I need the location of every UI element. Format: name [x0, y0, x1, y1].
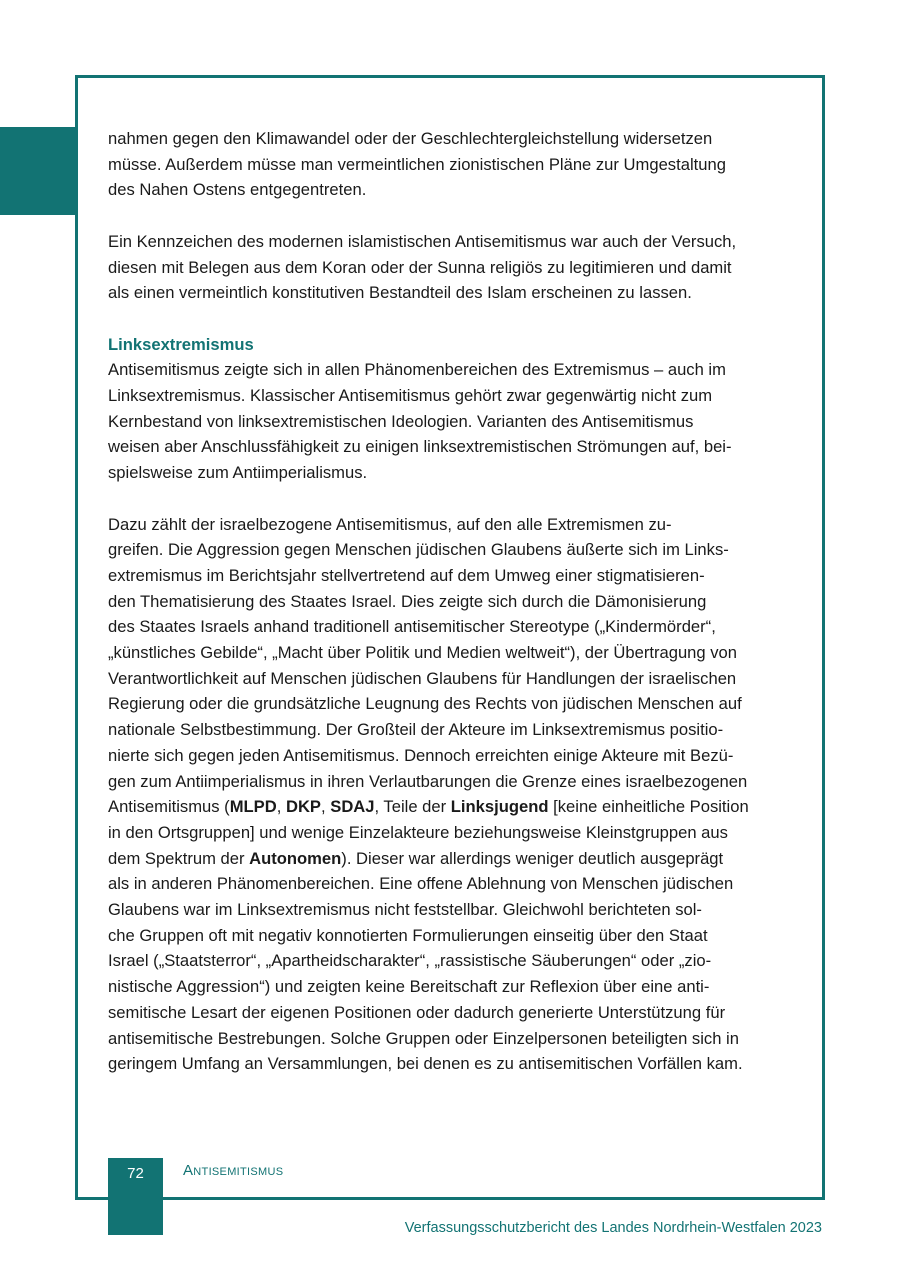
- running-section-title: Antisemitismus: [183, 1162, 284, 1179]
- section-heading: Linksextremismus: [108, 334, 254, 354]
- text-line: den Thematisierung des Staates Israel. Dies zeigte sich durch die Dämonisierung: [108, 591, 707, 611]
- text-line: nationale Selbstbestimmung. Der Großteil der Akteure im Linksextremismus positio-: [108, 720, 724, 740]
- text-line: Dazu zählt der israelbezogene Antisemitismus, auf den alle Extremismen zu-: [108, 514, 672, 534]
- text-line: Verantwortlichkeit auf Menschen jüdischen Glaubens für Handlungen der israelischen: [108, 668, 737, 688]
- text-line-autonomen: dem Spektrum der Autonomen). Dieser war allerdings weniger deutlich ausgeprägt: [108, 848, 724, 868]
- text-line: che Gruppen oft mit negativ konnotierten Formulierungen einseitig über den Staat: [108, 925, 708, 945]
- text-line: nahmen gegen den Klimawandel oder der Geschlechtergleichstellung widersetzen: [108, 129, 713, 148]
- org-dkp: DKP: [285, 797, 322, 817]
- text-line: des Nahen Ostens entgegentreten.: [108, 180, 367, 200]
- text-line: gen zum Antiimperialismus in ihren Verlautbarungen die Grenze eines israelbezogenen: [108, 771, 748, 791]
- text-line: Ein Kennzeichen des modernen islamistischen Antisemitismus war auch der Versuch,: [108, 231, 737, 251]
- text-line: Glaubens war im Linksextremismus nicht feststellbar. Gleichwohl berichteten sol-: [108, 900, 702, 920]
- side-tab-marker: [0, 127, 75, 215]
- group-autonomen: Autonomen: [249, 848, 342, 868]
- body-text: [108, 126, 798, 1103]
- text-line: nierte sich gegen jeden Antisemitismus. Dennoch erreichten einige Akteure mit Bezü-: [108, 745, 734, 765]
- section-linksextremismus: [108, 332, 798, 486]
- page-number-box: [108, 1158, 163, 1235]
- org-sdaj: SDAJ: [330, 797, 375, 817]
- text-line: extremismus im Berichtsjahr stellvertretend auf dem Umweg einer stigmatisieren-: [108, 565, 705, 585]
- text-line: in den Ortsgruppen] und wenige Einzelakteure beziehungsweise Kleinstgruppen aus: [108, 822, 728, 842]
- text-line: Kernbestand von linksextremistischen Ideologien. Varianten des Antisemitismus: [108, 411, 694, 431]
- text-line: als in anderen Phänomenbereichen. Eine offene Ablehnung von Menschen jüdischen: [108, 874, 734, 894]
- text-line: Regierung oder die grundsätzliche Leugnung des Rechts von jüdischen Menschen auf: [108, 694, 742, 714]
- paragraph-intro: [108, 126, 798, 203]
- text-line: „künstliches Gebilde“, „Macht über Politik und Medien weltweit“), der Übertragung von: [108, 643, 738, 663]
- text-line: des Staates Israels anhand traditionell antisemitischer Stereotype („Kindermörder“,: [108, 617, 716, 637]
- text-line: Antisemitismus zeigte sich in allen Phänomenbereichen des Extremismus – auch im: [108, 360, 726, 380]
- org-linksjugend: Linksjugend: [450, 797, 549, 817]
- text-line-organisations: Antisemitismus (MLPD, DKP, SDAJ, Teile der Linksjugend [keine einheitliche Position: [108, 797, 749, 817]
- text-line: Linksextremismus. Klassischer Antisemitismus gehört zwar gegenwärtig nicht zum: [108, 386, 713, 405]
- text-line: semitische Lesart der eigenen Positionen oder dadurch generierte Unterstützung für: [108, 1002, 726, 1022]
- org-mlpd: MLPD: [229, 797, 277, 817]
- text-line: greifen. Die Aggression gegen Menschen jüdischen Glaubens äußerte sich im Links-: [108, 540, 729, 560]
- text-line: geringem Umfang an Versammlungen, bei denen es zu antisemitischen Vorfällen kam.: [108, 1054, 743, 1074]
- text-line: Israel („Staatsterror“, „Apartheidscharakter“, „rassistische Säuberungen“ oder „zio-: [108, 951, 712, 971]
- text-line: nistische Aggression“) und zeigten keine Bereitschaft zur Reflexion über eine anti-: [108, 977, 710, 997]
- text-line: müsse. Außerdem müsse man vermeintlichen zionistischen Pläne zur Umgestaltung: [108, 154, 726, 174]
- page-number: 72: [127, 1165, 144, 1182]
- text-line: antisemitische Bestrebungen. Solche Gruppen oder Einzelpersonen beteiligten sich in: [108, 1028, 739, 1048]
- text-line: spielsweise zum Antiimperialismus.: [108, 463, 368, 483]
- text-line: weisen aber Anschlussfähigkeit zu einigen linksextremistischen Strömungen auf, bei-: [108, 437, 732, 457]
- paragraph-israelbezogen: [108, 512, 798, 1077]
- text-line: als einen vermeintlich konstitutiven Bestandteil des Islam erscheinen zu lassen.: [108, 283, 692, 303]
- paragraph-islamist: [108, 229, 798, 306]
- publication-title: Verfassungsschutzbericht des Landes Nordrhein-Westfalen 2023: [404, 1220, 822, 1236]
- text-line: diesen mit Belegen aus dem Koran oder der Sunna religiös zu legitimieren und damit: [108, 257, 732, 277]
